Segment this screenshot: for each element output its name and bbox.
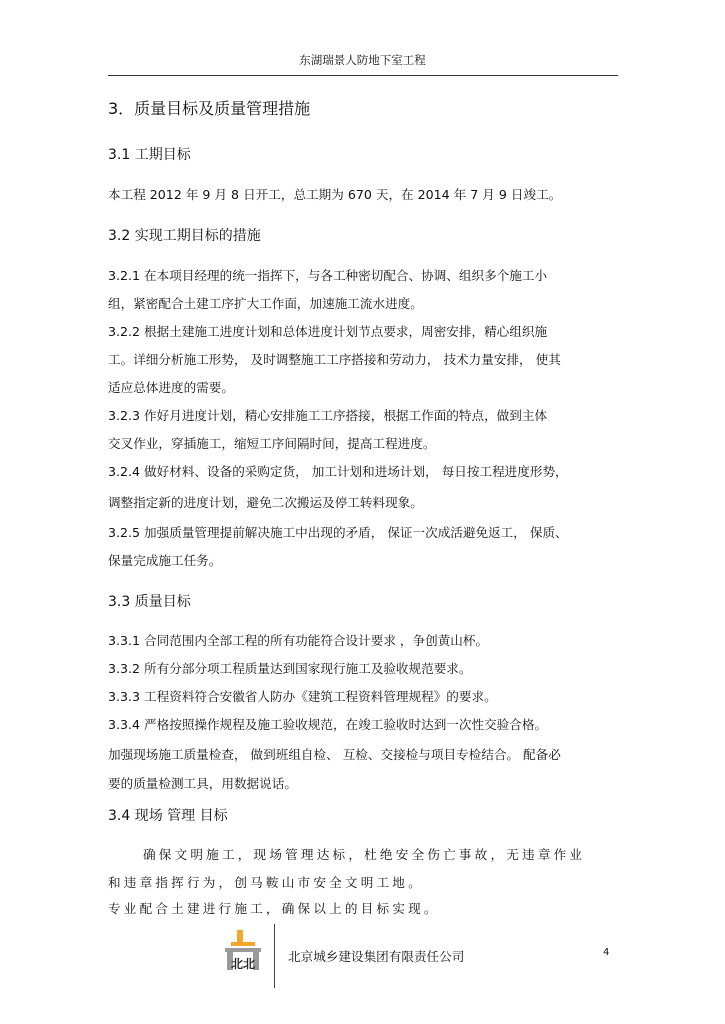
text-line: 调整指定新的进度计划，避免二次搬运及停工转料现象。 xyxy=(108,495,423,510)
heading-3-4: 3.4 现场 管理 目标 xyxy=(108,808,228,824)
page-header: 东湖瑞景人防地下室工程 xyxy=(299,53,426,67)
company-logo xyxy=(219,928,267,976)
text-line: 保量完成施工任务。 xyxy=(108,553,222,568)
text-line: 3.2.2 根据土建施工进度计划和总体进度计划节点要求，周密安排，精心组织施 xyxy=(108,324,548,339)
text-line: 适应总体进度的需要。 xyxy=(108,380,234,395)
text-line: 3.3.2 所有分部分项工程质量达到国家现行施工及验收规范要求。 xyxy=(108,661,472,676)
page-number: 4 xyxy=(603,947,610,958)
text-line: 3.2.5 加强质量管理提前解决施工中出现的矛盾， 保证一次成活避免返工， 保质、 xyxy=(108,525,568,540)
text-line: 3.2.1 在本项目经理的统一指挥下，与各工种密切配合、协调、组织多个施工小 xyxy=(108,268,548,283)
text-line: 加强现场施工质量检查， 做到班组自检、 互检、交接检与项目专检结合。 配备必 xyxy=(108,747,561,762)
heading-3-3: 3.3 质量目标 xyxy=(108,594,191,610)
paragraph-3-1: 本工程 2012 年 9 月 8 日开工，总工期为 670 天，在 2014 年 7 月 9 日竣工。 xyxy=(108,187,562,202)
company-name: 北京城乡建设集团有限责任公司 xyxy=(288,949,465,964)
svg-text:北北: 北北 xyxy=(230,957,256,971)
text-line: 3.2.4 做好材料、设备的采购定货， 加工计划和进场计划， 每日按工程进度形势， xyxy=(108,464,568,479)
footer-divider xyxy=(274,924,275,988)
text-line: 和违章指挥行为，创马鞍山市安全文明工地。 xyxy=(108,875,424,890)
section-title: 3．质量目标及质量管理措施 xyxy=(108,99,311,118)
heading-3-1: 3.1 工期目标 xyxy=(108,147,191,163)
heading-3-2: 3.2 实现工期目标的措施 xyxy=(108,228,261,244)
text-line: 3.3.1 合同范围内全部工程的所有功能符合设计要求 ，争创黄山杯。 xyxy=(108,633,489,648)
text-line: 专业配合土建进行施工，确保以上的目标实现。 xyxy=(108,901,440,916)
text-line: 3.3.3 工程资料符合安徽省人防办《建筑工程资料管理规程》的要求。 xyxy=(108,689,497,704)
text-line: 3.3.4 严格按照操作规程及施工验收规范，在竣工验收时达到一次性交验合格。 xyxy=(108,717,548,732)
header-divider xyxy=(108,75,618,76)
text-line: 交叉作业，穿插施工，缩短工序间隔时间，提高工程进度。 xyxy=(108,436,436,451)
text-line: 3.2.3 作好月进度计划，精心安排施工工序搭接，根据工作面的特点，做到主体 xyxy=(108,408,548,423)
text-line: 组，紧密配合土建工序扩大工作面，加速施工流水进度。 xyxy=(108,296,423,311)
text-line: 工。详细分析施工形势， 及时调整施工工序搭接和劳动力， 技术力量安排， 使其 xyxy=(108,352,561,367)
text-line: 要的质量检测工具，用数据说话。 xyxy=(108,776,297,791)
text-line: 确保文明施工，现场管理达标，杜绝安全伤亡事故，无违章作业 xyxy=(143,847,586,862)
